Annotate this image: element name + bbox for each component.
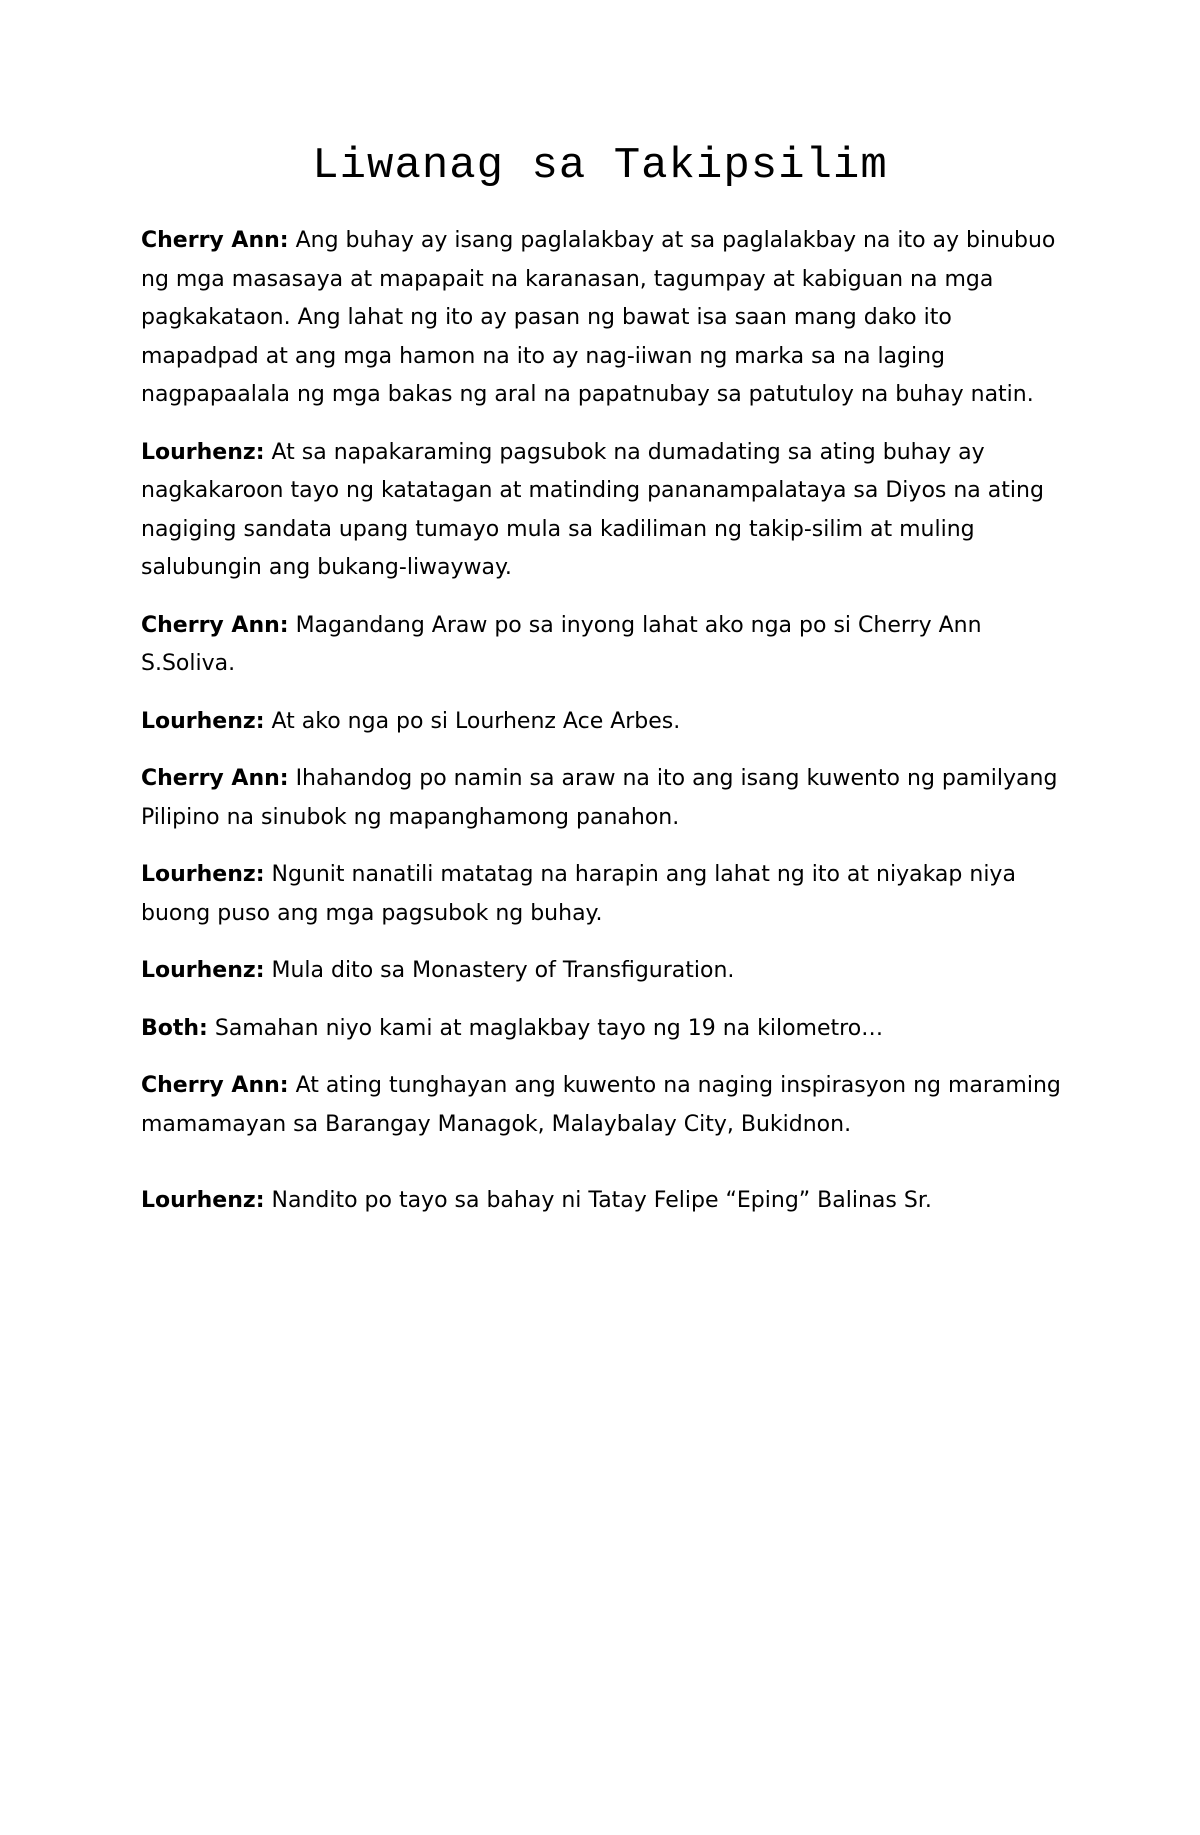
speaker-label: Lourhenz: — [141, 1188, 265, 1213]
dialogue-paragraph — [141, 1067, 1061, 1144]
dialogue-paragraph — [141, 1010, 1061, 1049]
dialogue-text: At sa napakaraming pagsubok na dumadating sa ating buhay ay nagkakaroon tayo ng katatagan at matinding pananampalataya sa Diyos na ating nagiging sandata upang tumayo mula sa kadiliman ng takip-silim at muling salubungin ang bukang-liwayway. — [141, 439, 1044, 580]
speaker-label: Cherry Ann: — [141, 766, 289, 791]
speaker-label: Cherry Ann: — [141, 1073, 289, 1098]
dialogue-paragraph — [141, 760, 1061, 837]
dialogue-paragraph — [141, 1182, 1061, 1221]
speaker-label: Lourhenz: — [141, 439, 265, 465]
dialogue-text: At ating tunghayan ang kuwento na naging inspirasyon ng maraming mamamayan sa Barangay Managok, Malaybalay City, Bukidnon. — [141, 1073, 1061, 1137]
dialogue-text: Ngunit nanatili matatag na harapin ang lahat ng ito at niyakap niya buong puso ang mga pagsubok ng buhay. — [141, 862, 1016, 926]
dialogue-text: At ako nga po si Lourhenz Ace Arbes. — [264, 708, 681, 734]
document-title: Liwanag sa Takipsilim — [312, 141, 888, 191]
dialogue-paragraph — [141, 952, 1061, 991]
document-body — [141, 222, 1061, 1240]
dialogue-paragraph — [141, 703, 1061, 742]
speaker-label: Cherry Ann: — [141, 612, 289, 638]
dialogue-text: Ang buhay ay isang paglalakbay at sa paglalakbay na ito ay binubuo ng mga masasaya at mapapait na karanasan, tagumpay at kabiguan na mga pagkakataon. Ang lahat ng ito ay pasan ng bawat isa saan mang dako ito mapadpad at ang mga hamon na ito ay nag-iiwan ng marka sa na laging nagpapaalala ng mga bakas ng aral na papatnubay sa patutuloy na buhay natin. — [141, 228, 1056, 407]
dialogue-text: Samahan niyo kami at maglakbay tayo ng 19 na kilometro… — [207, 1015, 884, 1041]
dialogue-paragraph — [141, 607, 1061, 684]
dialogue-paragraph — [141, 222, 1061, 415]
speaker-label: Lourhenz: — [141, 862, 265, 887]
dialogue-text: Magandang Araw po sa inyong lahat ako nga po si Cherry Ann S.Soliva. — [141, 612, 982, 676]
dialogue-text: Ihahandog po namin sa araw na ito ang isang kuwento ng pamilyang Pilipino na sinubok ng mapanghamong panahon. — [141, 766, 1058, 830]
dialogue-paragraph — [141, 856, 1061, 933]
dialogue-text: Mula dito sa Monastery of Transfiguration. — [264, 958, 735, 983]
dialogue-text: Nandito po tayo sa bahay ni Tatay Felipe “Eping” Balinas Sr. — [264, 1188, 932, 1213]
speaker-label: Lourhenz: — [141, 708, 265, 734]
speaker-label: Cherry Ann: — [141, 228, 289, 253]
speaker-label: Lourhenz: — [141, 958, 265, 983]
speaker-label: Both: — [141, 1015, 208, 1041]
dialogue-paragraph — [141, 434, 1061, 588]
